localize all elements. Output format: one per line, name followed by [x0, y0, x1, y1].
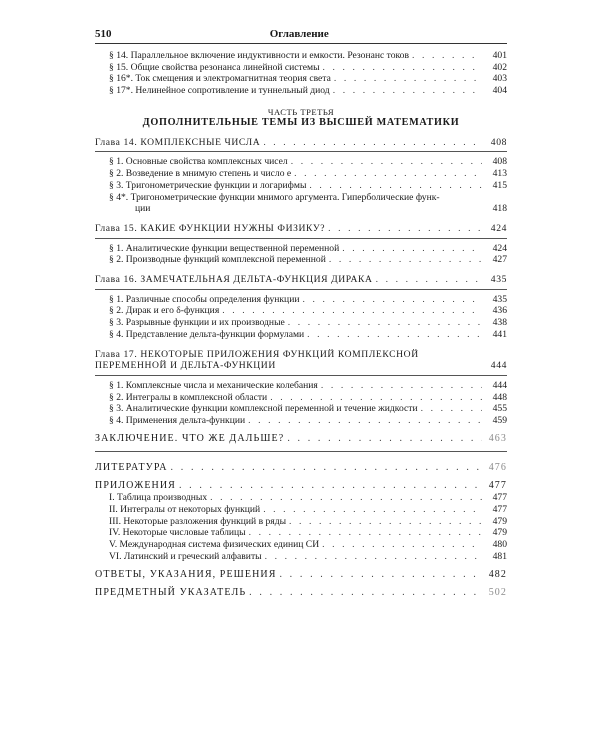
entry-page: 402	[492, 61, 507, 73]
entry-page: 436	[492, 305, 507, 317]
toc-entry[interactable]	[95, 62, 507, 74]
toc-entry[interactable]	[95, 50, 507, 62]
conclusion-entry[interactable]	[95, 433, 507, 445]
section-rule	[95, 451, 507, 452]
chapter-title-continued: ПЕРЕМЕННОЙ И ДЕЛЬТА-ФУНКЦИИ	[95, 360, 276, 372]
entry-title: V. Международная система физических единиц СИ	[109, 539, 320, 551]
chapter-rule	[95, 289, 507, 290]
entry-title: § 17*. Нелинейное сопротивление и туннельный диод	[109, 85, 330, 97]
table-of-contents	[95, 50, 507, 599]
entry-title: § 3. Аналитические функции комплексной переменной и течение жидкости	[109, 403, 418, 415]
entry-title: § 15. Общие свойства резонанса линейной системы	[109, 61, 320, 73]
entry-title-continued: ции	[135, 203, 151, 215]
page-number: 510	[95, 28, 112, 40]
entry-page: 438	[492, 317, 507, 329]
entry-title: § 16*. Ток смещения и электромагнитная теория света	[109, 73, 331, 85]
chapter-title: Глава 14. КОМПЛЕКСНЫЕ ЧИСЛА	[95, 136, 261, 148]
chapter-title: Глава 17. НЕКОТОРЫЕ ПРИЛОЖЕНИЯ ФУНКЦИЙ КОМПЛЕКСНОЙ	[95, 348, 419, 360]
chapter-rule	[95, 151, 507, 152]
appendix-entry[interactable]	[95, 492, 507, 504]
entry-title: § 2. Производные функций комплексной переменной	[109, 254, 326, 266]
part-title: ДОПОЛНИТЕЛЬНЫЕ ТЕМЫ ИЗ ВЫСШЕЙ МАТЕМАТИКИ	[142, 117, 460, 129]
chapter-heading[interactable]	[95, 223, 507, 235]
toc-entry[interactable]	[95, 329, 507, 341]
toc-entry[interactable]	[95, 180, 507, 192]
entry-title: II. Интегралы от некоторых функций	[109, 504, 261, 516]
entry-page: 401	[492, 50, 507, 61]
entry-page: 502	[488, 586, 507, 598]
toc-entry[interactable]	[95, 85, 507, 97]
entry-page: 413	[492, 168, 507, 180]
entry-page: 481	[492, 550, 507, 562]
toc-entry[interactable]	[95, 243, 507, 255]
entry-page: 435	[492, 293, 507, 305]
chapter-title: Глава 15. КАКИЕ ФУНКЦИИ НУЖНЫ ФИЗИКУ?	[95, 222, 326, 234]
entry-page: 455	[492, 403, 507, 415]
appendix-entry[interactable]	[95, 551, 507, 563]
toc-page	[95, 28, 507, 599]
entry-page: 479	[492, 515, 507, 527]
entry-title: ПРЕДМЕТНЫЙ УКАЗАТЕЛЬ	[95, 586, 247, 598]
entry-page: 480	[492, 539, 507, 551]
literature-entry[interactable]	[95, 462, 507, 474]
toc-entry[interactable]	[95, 156, 507, 168]
appendix-entry[interactable]	[95, 516, 507, 528]
entry-title: § 1. Комплексные числа и механические колебания	[109, 379, 318, 391]
entry-page: 415	[492, 179, 507, 191]
entry-title: § 1. Основные свойства комплексных чисел	[109, 156, 288, 168]
chapter-heading[interactable]	[95, 137, 507, 149]
entry-page: 444	[492, 379, 507, 391]
entry-page: 403	[492, 73, 507, 85]
chapter-heading[interactable]	[95, 274, 507, 286]
entry-page: 477	[488, 480, 507, 492]
entry-title: ПРИЛОЖЕНИЯ	[95, 480, 176, 492]
part-label: ЧАСТЬ ТРЕТЬЯ	[267, 106, 335, 117]
appendices-heading[interactable]	[95, 480, 507, 492]
chapter-rule	[95, 238, 507, 239]
entry-page: 418	[492, 203, 507, 215]
entry-page: 479	[492, 527, 507, 539]
entry-page: 482	[488, 568, 507, 580]
chapter-page: 424	[490, 222, 507, 234]
entry-title: § 4*. Тригонометрические функции мнимого аргумента. Гиперболические функ-	[109, 191, 440, 203]
page-header	[95, 28, 507, 44]
entry-page: 448	[492, 391, 507, 403]
entry-title: § 2. Возведение в мнимую степень и число e	[109, 168, 292, 180]
entry-title: ЗАКЛЮЧЕНИЕ. ЧТО ЖЕ ДАЛЬШЕ?	[95, 432, 285, 444]
toc-entry[interactable]	[95, 380, 507, 392]
entry-title: IV. Некоторые числовые таблицы	[109, 527, 246, 539]
entry-title: I. Таблица производных	[109, 492, 208, 504]
entry-title: § 1. Аналитические функции вещественной переменной	[109, 242, 340, 254]
entry-page: 408	[492, 156, 507, 168]
entry-page: 477	[492, 492, 507, 504]
entry-page: 441	[492, 328, 507, 340]
entry-page: 404	[492, 85, 507, 97]
appendix-entry[interactable]	[95, 527, 507, 539]
entry-title: § 3. Тригонометрические функции и логарифмы	[109, 179, 307, 191]
entry-title: § 14. Параллельное включение индуктивности и емкости. Резонанс токов	[109, 50, 410, 61]
entry-title: § 3. Разрывные функции и их производные	[109, 317, 285, 329]
entry-title: VI. Латинский и греческий алфавиты	[109, 550, 262, 562]
toc-entry[interactable]	[95, 403, 507, 415]
entry-title: III. Некоторые разложения функций в ряды	[109, 515, 287, 527]
appendix-entry[interactable]	[95, 504, 507, 516]
entry-title: § 1. Различные способы определения функции	[109, 293, 300, 305]
entry-title: § 2. Интегралы в комплексной области	[109, 391, 268, 403]
toc-entry[interactable]	[95, 305, 507, 317]
answers-entry[interactable]	[95, 569, 507, 581]
entry-title: § 4. Представление дельта-функции формулами	[109, 328, 305, 340]
toc-entry[interactable]	[95, 168, 507, 180]
toc-entry[interactable]	[95, 294, 507, 306]
entry-page: 424	[492, 242, 507, 254]
appendix-entry[interactable]	[95, 539, 507, 551]
entry-page: 476	[488, 461, 507, 473]
entry-page: 477	[492, 504, 507, 516]
entry-page: 427	[492, 254, 507, 266]
chapter-page: 408	[490, 136, 507, 148]
entry-title: § 2. Дирак и его δ-функция	[109, 305, 220, 317]
entry-page: 463	[488, 432, 507, 444]
running-title: Оглавление	[269, 28, 329, 40]
toc-entry[interactable]	[95, 317, 507, 329]
toc-entry[interactable]	[95, 192, 507, 215]
chapter-title: Глава 16. ЗАМЕЧАТЕЛЬНАЯ ДЕЛЬТА-ФУНКЦИЯ ДИРАКА	[95, 274, 373, 286]
toc-entry[interactable]	[95, 415, 507, 427]
entry-title: § 4. Применения дельта-функции	[109, 415, 246, 427]
entry-title: ЛИТЕРАТУРА	[95, 461, 168, 473]
chapter-rule	[95, 375, 507, 376]
chapter-page: 444	[490, 360, 507, 372]
entry-title: ОТВЕТЫ, УКАЗАНИЯ, РЕШЕНИЯ	[95, 568, 277, 580]
chapter-page: 435	[490, 274, 507, 286]
chapter-heading[interactable]	[95, 349, 507, 372]
entry-page: 459	[492, 415, 507, 427]
toc-entry[interactable]	[95, 392, 507, 404]
index-entry[interactable]	[95, 587, 507, 599]
toc-entry[interactable]	[95, 73, 507, 85]
toc-entry[interactable]	[95, 254, 507, 266]
